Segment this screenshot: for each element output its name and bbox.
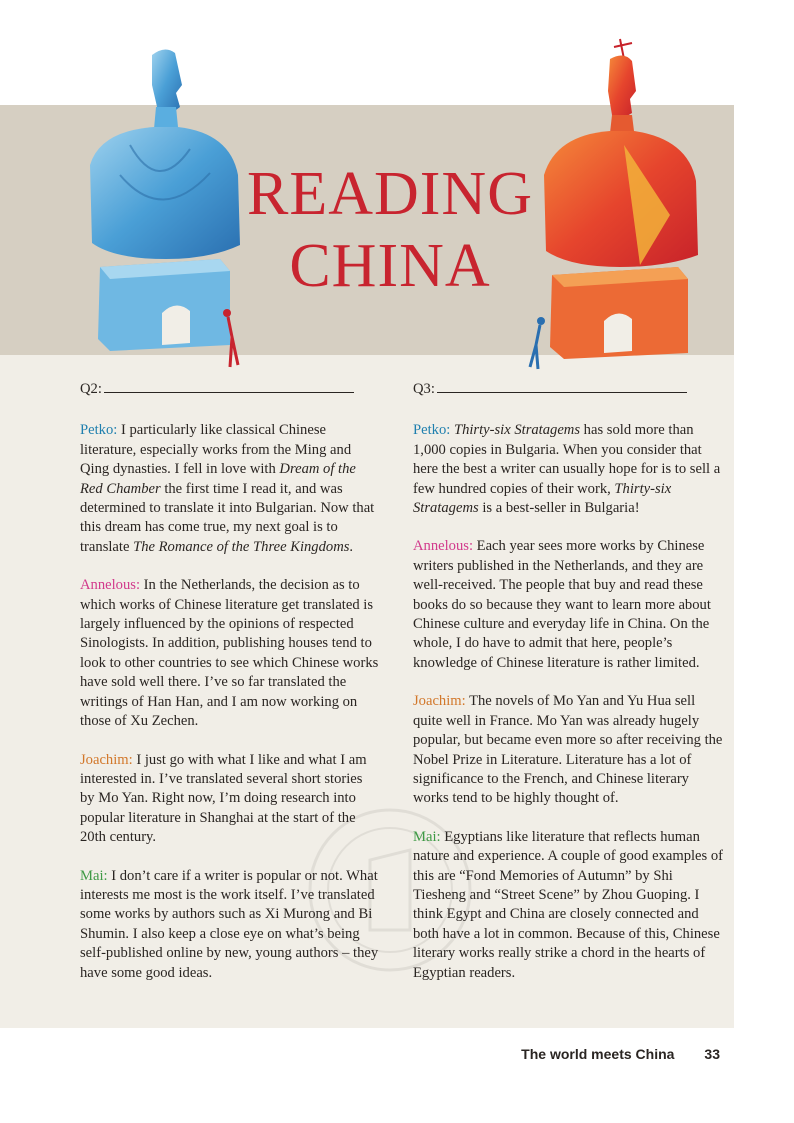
speaker-name: Mai: [413,828,441,845]
speaker-name: Petko: [413,422,451,439]
title-line-2: CHINA [289,232,491,300]
speaker-name: Annelous: [80,577,140,594]
answer-blank-line[interactable] [437,380,687,393]
answer-text: Egyptians like literature that reflects human nature and experience. A couple of good examples of this are “Fond Memories of Autumn” by Shi Tiesheng and “Street Scene” by Zhou Guoping. I think Egypt and China are closely connected and both have a lot in common. Because of this, Chinese literary works really strike a chord in the hearts of Egyptian readers. [413,828,724,981]
answer-text: has sold more than 1,000 copies in Bulgaria. When you consider that here the best a writer can usually hope for is to sell a few hundred copies of their work, [413,422,721,497]
page-title [230,158,550,302]
red-statue-illustration [520,35,720,375]
page-footer [521,1046,720,1062]
petko-answer-q2 [80,421,380,557]
book-title: Dream of the Red Chamber [80,461,356,497]
answer-blank-line[interactable] [104,380,354,393]
title-line-1: READING [247,160,533,228]
question-label: Q3: [413,381,435,397]
left-column [80,380,380,1002]
speaker-name: Joachim: [80,751,133,768]
annelous-answer-q2 [80,576,380,731]
speaker-name: Petko: [80,422,118,439]
question-q3 [413,380,723,399]
answer-text: Each year sees more works by Chinese writers published in the Netherlands, and they are well-received. The people that buy and read these books do so because they want to learn more about Chinese culture and everyday life in China. On the whole, I do have to admit that here, people’s knowledge of Chinese literature is rather limited. [413,538,711,671]
speaker-name: Joachim: [413,693,466,710]
question-label: Q2: [80,381,102,397]
question-q2 [80,380,380,399]
book-title: The Romance of the Three Kingdoms [133,538,350,555]
annelous-answer-q3 [413,537,723,673]
answer-text: is a best-seller in Bulgaria! [478,500,640,517]
joachim-answer-q3 [413,692,723,808]
answer-text: I just go with what I like and what I am interested in. I’ve translated several short stories by Mo Yan. Right now, I’m doing research into popular literature in Shanghai at the start of the 20th century. [80,751,367,846]
running-footer-title: The world meets China [521,1046,675,1062]
book-title: Thirty-six Stratagems [453,422,581,439]
speaker-name: Mai: [80,867,108,884]
speaker-name: Annelous: [413,538,473,555]
page-number: 33 [704,1046,720,1062]
book-title: Thirty-six Stratagems [413,480,672,517]
mai-answer-q3 [413,828,723,983]
answer-text: The novels of Mo Yan and Yu Hua sell quite well in France. Mo Yan was already hugely popular, but became even more so after receiving the Nobel Prize in Literature. Literature has a lot of significance to the French, and Chinese literary works tend to be highly thought of. [413,693,723,807]
answer-text: In the Netherlands, the decision as to which works of Chinese literature get translated is largely influenced by the opinions of respected Sinologists. In addition, publishing houses tend to look to other countries to see which Chinese works have sold well there. I’ve so far translated the writings of Han Han, and I am now working on those of Xu Zechen. [80,577,379,730]
answer-text: . [349,538,354,555]
answer-text: the first time I read it, and was determined to translate it into Bulgarian. Now that this dream has come true, my next goal is to translate [80,480,375,555]
answer-text: I particularly like classical Chinese literature, especially works from the Ming and Qing dynasties. I fell in love with [80,422,352,478]
answer-text: I don’t care if a writer is popular or not. What interests me most is the work itself. I’ve translated some works by authors such as Xi Murong and Bi Shumin. I also keep a close eye on what’s being self-published online by new, young authors – they have some good ideas. [80,867,379,981]
petko-answer-q3 [413,421,723,518]
joachim-answer-q2 [80,751,380,848]
mai-answer-q2 [80,867,380,983]
right-column [413,380,723,1002]
